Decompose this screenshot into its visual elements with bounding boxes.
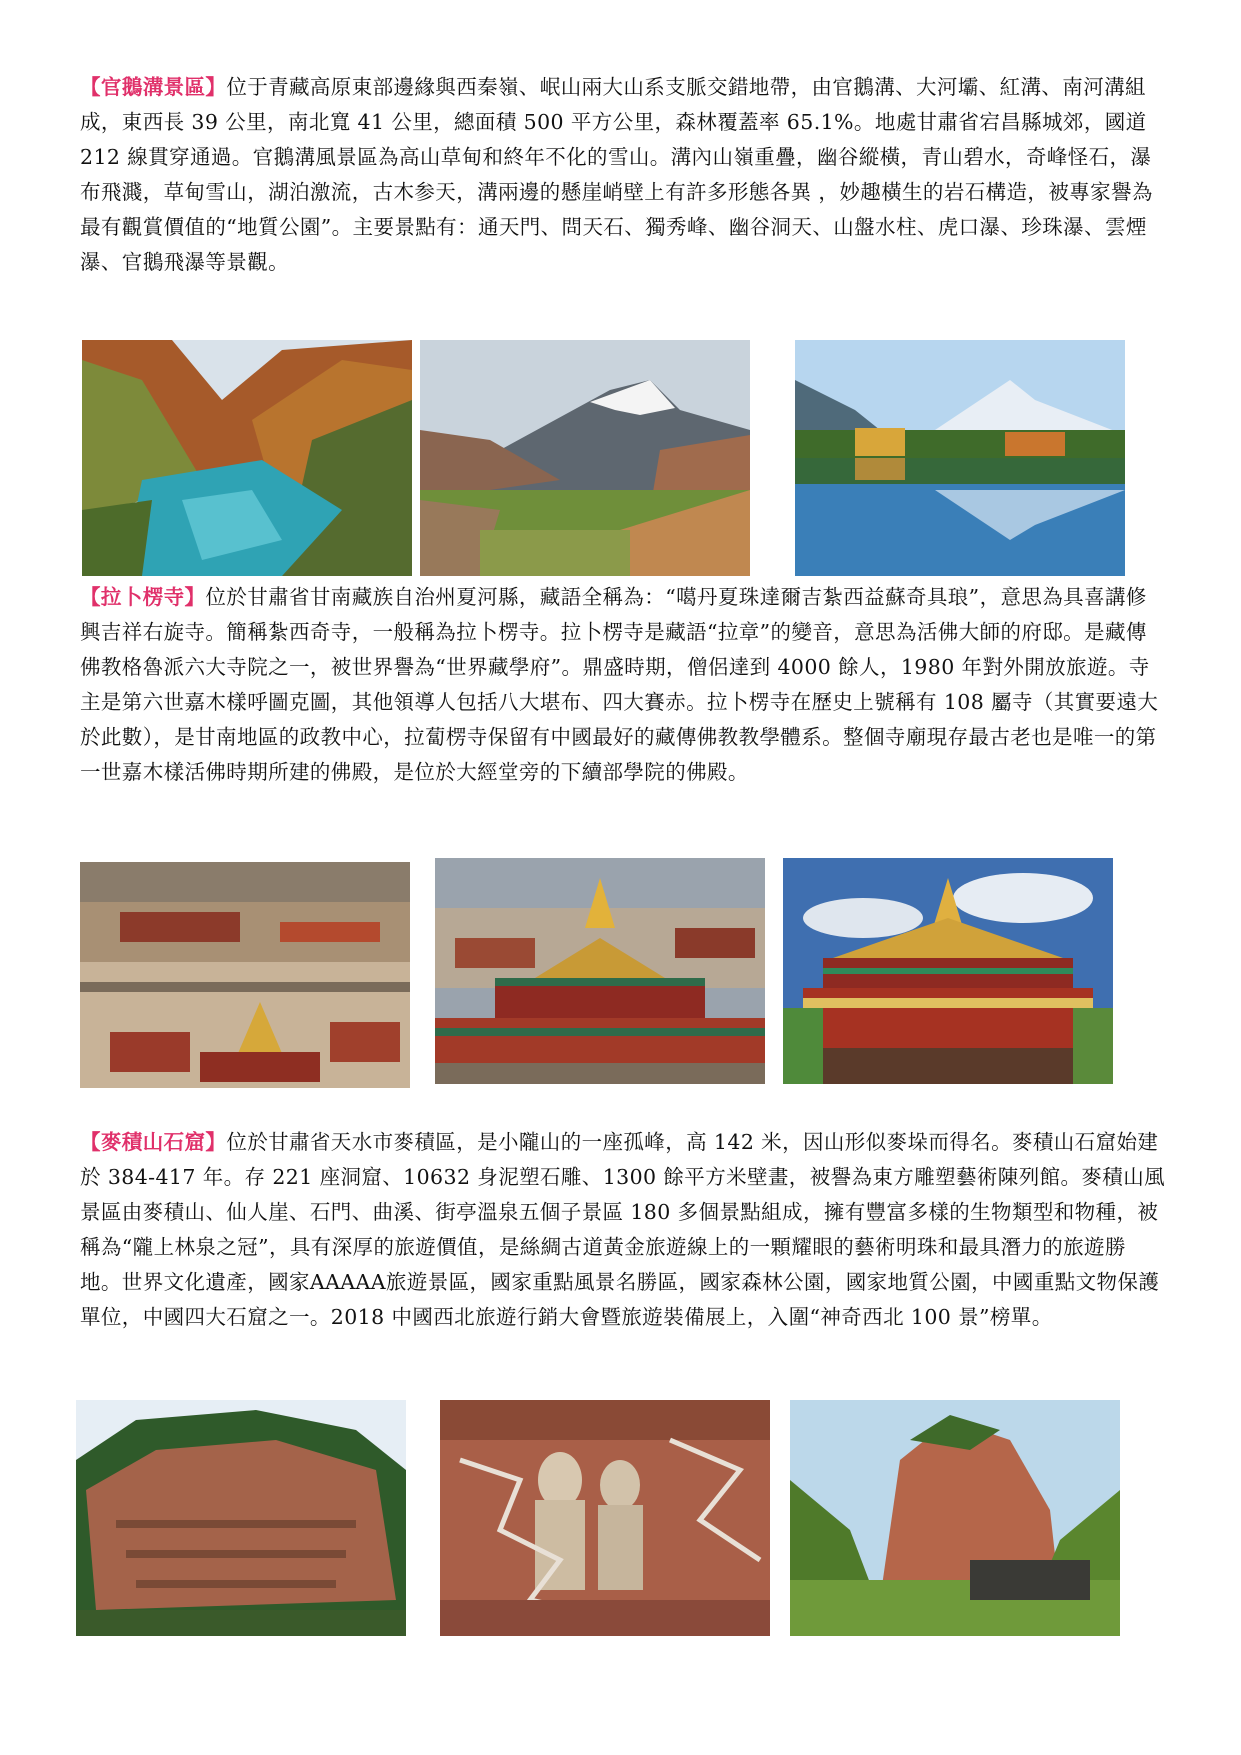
photo-snow-mountain bbox=[420, 340, 750, 576]
photo-river-valley bbox=[82, 340, 412, 576]
photo-maiji-peak bbox=[790, 1400, 1120, 1636]
photo-grotto-cliff bbox=[76, 1400, 406, 1636]
section-body: 位於甘肅省甘南藏族自治州夏河縣，藏語全稱為：“噶丹夏珠達爾吉紮西益蘇奇具琅”，意思為具喜講修興吉祥右旋寺。簡稱紮西奇寺，一般稱為拉卜楞寺。拉卜楞寺是藏語“拉章”的變音，意思為活佛大師的府邸。是藏傳佛教格魯派六大寺院之一，被世界譽為“世界藏學府”。鼎盛時期，僧侶達到 4000 餘人，1980 年對外開放旅遊。寺主是第六世嘉木樣呼圖克圖，其他領導人包括八大堪布、四大賽赤。拉卜楞寺在歷史上號稱有 108 屬寺（其實要遠大於此數），是甘南地區的政教中心，拉蔔楞寺保留有中國最好的藏傳佛教教學體系。整個寺廟現存最古老也是唯一的第一世嘉木樣活佛時期所建的佛殿，是位於大經堂旁的下續部學院的佛殿。 bbox=[80, 585, 1159, 784]
section-title: 【拉卜楞寺】 bbox=[80, 585, 206, 609]
section-title: 【麥積山石窟】 bbox=[80, 1130, 227, 1154]
section-guane-gou bbox=[80, 70, 1165, 280]
photo-temple-hall bbox=[783, 858, 1113, 1084]
section-title: 【官鵝溝景區】 bbox=[80, 75, 227, 99]
photo-monastery-town bbox=[80, 862, 410, 1088]
section-maiji-shan bbox=[80, 1125, 1165, 1335]
section-labrang bbox=[80, 580, 1165, 790]
section-body: 位于青藏高原東部邊緣與西秦嶺、岷山兩大山系支脈交錯地帶，由官鵝溝、大河壩、紅溝、南河溝組成，東西長 39 公里，南北寬 41 公里，總面積 500 平方公里，森林覆蓋率 65.1%。地處甘肅省宕昌縣城郊，國道 212 線貫穿通過。官鵝溝風景區為高山草甸和終年不化的雪山。溝內山嶺重疊，幽谷縱橫，青山碧水，奇峰怪石，瀑布飛濺，草甸雪山，湖泊激流，古木参天，溝兩邊的懸崖峭壁上有許多形態各異 ，妙趣橫生的岩石構造，被專家譽為最有觀賞價值的“地質公園”。主要景點有：通天門、問天石、獨秀峰、幽谷洞天、山盤水柱、虎口瀑、珍珠瀑、雲煙瀑、官鵝飛瀑等景觀。 bbox=[80, 75, 1153, 274]
photo-mountain-lake bbox=[795, 340, 1125, 576]
photo-buddha-statues bbox=[440, 1400, 770, 1636]
photo-golden-stupa bbox=[435, 858, 765, 1084]
section-body: 位於甘肅省天水市麥積區，是小隴山的一座孤峰，高 142 米，因山形似麥垛而得名。麥積山石窟始建於 384-417 年。存 221 座洞窟、10632 身泥塑石雕、1300 餘平方米壁畫，被譽為東方雕塑藝術陳列館。麥積山風景區由麥積山、仙人崖、石門、曲溪、街亭溫泉五個子景區 180 多個景點組成，擁有豐富多樣的生物類型和物種，被稱為“隴上林泉之冠”，具有深厚的旅遊價值，是絲綢古道黃金旅遊線上的一顆耀眼的藝術明珠和最具潛力的旅遊勝地。世界文化遺產，國家AAAAA旅遊景區，國家重點風景名勝區，國家森林公園，國家地質公園，中國重點文物保護單位，中國四大石窟之一。2018 中國西北旅遊行銷大會暨旅遊裝備展上，入圍“神奇西北 100 景”榜單。 bbox=[80, 1130, 1165, 1329]
